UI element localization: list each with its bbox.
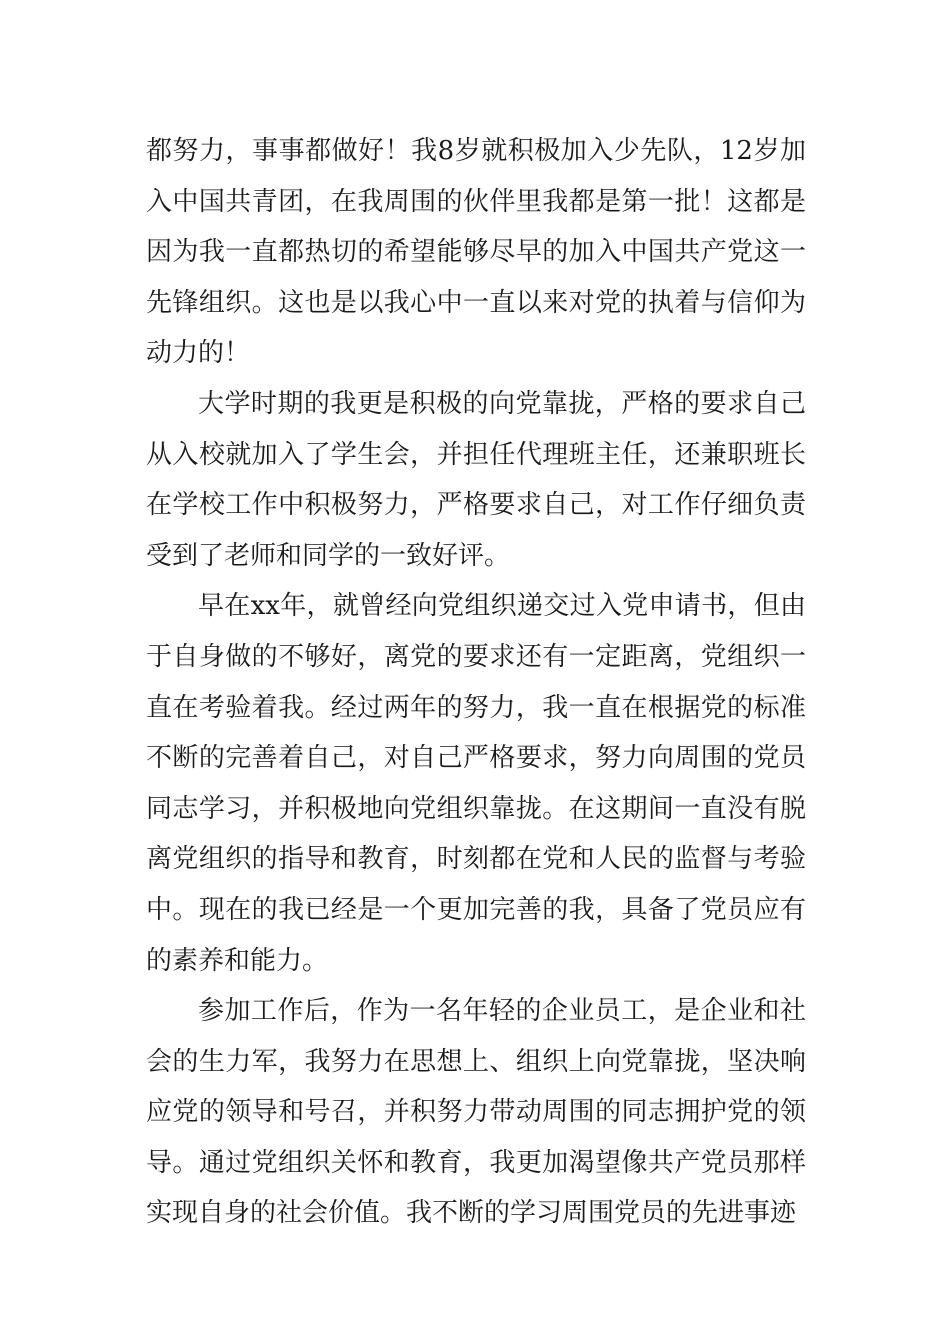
paragraph-1: 都努力，事事都做好！我8岁就积极加入少先队，12岁加入中国共青团，在我周围的伙伴里我都是第一批！这都是因为我一直都热切的希望能够尽早的加入中国共产党这一先锋组织。这也是以我心中一直以来对党的执着与信仰为动力的！	[146, 136, 806, 369]
paragraph-4: 参加工作后，作为一名年轻的企业员工，是企业和社会的生力军，我努力在思想上、组织上向党靠拢，坚决响应党的领导和号召，并积努力带动周围的同志拥护党的领导。通过党组织关怀和教育，我更加渴望像共产党员那样实现自身的社会价值。我不断的学习周围党员的先进事迹	[146, 996, 806, 1229]
paragraph-3: 早在xx年，就曾经向党组织递交过入党申请书，但由于自身做的不够好，离党的要求还有一定距离，党组织一直在考验着我。经过两年的努力，我一直在根据党的标准不断的完善着自己，对自己严格要求，努力向周围的党员同志学习，并积极地向党组织靠拢。在这期间一直没有脱离党组织的指导和教育，时刻都在党和人民的监督与考验中。现在的我已经是一个更加完善的我，具备了党员应有的素养和能力。	[146, 591, 806, 976]
document-body	[146, 126, 806, 1239]
paragraph-2: 大学时期的我更是积极的向党靠拢，严格的要求自己从入校就加入了学生会，并担任代理班主任，还兼职班长在学校工作中积极努力，严格要求自己，对工作仔细负责受到了老师和同学的一致好评。	[146, 388, 806, 571]
